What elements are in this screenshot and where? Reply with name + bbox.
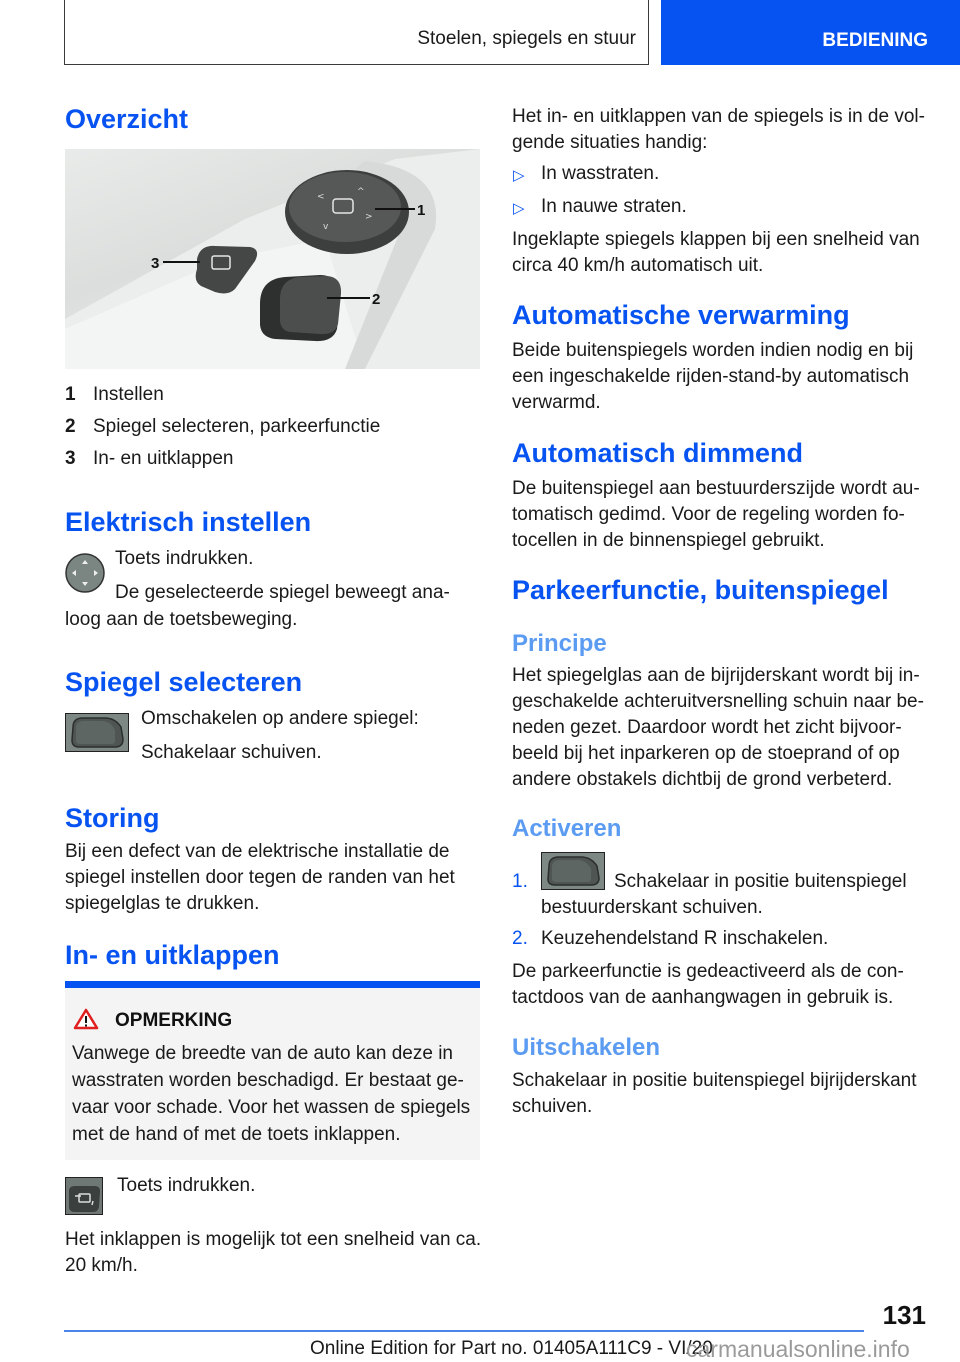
- activeren-after-line: tactdoos van de aanhangwagen in gebruik is.: [512, 987, 894, 1008]
- mirror-selector-switch-icon: [65, 713, 129, 752]
- bullet-triangle-icon: ▷: [513, 200, 525, 217]
- mirror-controls-illustration: [65, 149, 480, 369]
- storing-line: Bij een defect van de elektrische installatie de: [65, 841, 450, 862]
- dimmend-line: tocellen in de binnenspiegel gebruikt.: [512, 530, 825, 551]
- step-text: Keuzehendelstand R inschakelen.: [541, 928, 829, 949]
- heading-automatische-verwarming: Automatische verwarming: [512, 300, 850, 330]
- mirror-controls-image: [65, 149, 480, 369]
- legend-label: In- en uitklappen: [93, 448, 234, 469]
- elektrisch-line1: Toets indrukken.: [115, 548, 254, 569]
- principe-line: neden gezet. Daardoor wordt het zicht bijvoor-: [512, 717, 902, 738]
- verwarming-line: verwarmd.: [512, 392, 601, 413]
- legend-number: 2: [65, 416, 76, 437]
- activeren-after-line: De parkeerfunctie is gedeactiveerd als de con-: [512, 961, 904, 982]
- principe-line: geschakelde achteruitversnelling schuin naar be-: [512, 691, 924, 712]
- intro-after-line: circa 40 km/h automatisch uit.: [512, 255, 764, 276]
- svg-text:<: <: [317, 192, 325, 202]
- elektrisch-line3: loog aan de toetsbeweging.: [65, 609, 298, 630]
- bullet-triangle-icon: ▷: [513, 167, 525, 184]
- selecteren-line2: Schakelaar schuiven.: [141, 742, 322, 763]
- principe-line: beeld bij het inparkeren op de stoeprand of op: [512, 743, 900, 764]
- chapter-tab-label: BEDIENING: [822, 30, 928, 51]
- mirror-selector-switch-icon: [541, 852, 605, 890]
- notice-line: vaar voor schade. Voor het wassen de spiegels: [72, 1097, 471, 1118]
- watermark-text: carmanualsonline.info: [686, 1336, 910, 1362]
- svg-text:1: 1: [417, 202, 426, 219]
- svg-text:3: 3: [151, 255, 160, 272]
- uitklappen-line: Het inklappen is mogelijk tot een snelheid van ca.: [65, 1229, 482, 1250]
- heading-in-en-uitklappen: In- en uitklappen: [65, 940, 280, 970]
- section-title: Stoelen, spiegels en stuur: [417, 28, 636, 49]
- bullet-text: In nauwe straten.: [541, 196, 687, 217]
- step-number: 2.: [512, 928, 528, 949]
- verwarming-line: Beide buitenspiegels worden indien nodig en bij: [512, 340, 914, 361]
- mirror-adjust-pad-icon: [65, 553, 105, 593]
- heading-principe: Principe: [512, 630, 607, 657]
- notice-bar: [65, 981, 480, 988]
- notice-box: [65, 988, 480, 1160]
- svg-text:2: 2: [372, 291, 381, 308]
- edition-text: Online Edition for Part no. 01405A111C9 - VI/20: [310, 1338, 713, 1359]
- intro-line: gende situaties handig:: [512, 132, 708, 153]
- notice-line: Vanwege de breedte van de auto kan deze in: [72, 1043, 453, 1064]
- notice-body: [72, 1040, 477, 1148]
- principe-line: andere obstakels dichtbij de grond verbeterd.: [512, 769, 893, 790]
- footer-divider: [64, 1330, 864, 1332]
- legend-label: Spiegel selecteren, parkeerfunctie: [93, 416, 381, 437]
- svg-text:v: v: [323, 222, 329, 232]
- svg-text:>: >: [365, 212, 373, 222]
- step-text: Schakelaar in positie buitenspiegel: [614, 871, 907, 892]
- intro-line: Het in- en uitklappen van de spiegels is in de vol-: [512, 106, 925, 127]
- selecteren-line1: Omschakelen op andere spiegel:: [141, 708, 419, 729]
- legend-number: 1: [65, 384, 76, 405]
- bullet-text: In wasstraten.: [541, 163, 660, 184]
- heading-activeren: Activeren: [512, 815, 622, 842]
- uitklappen-press: Toets indrukken.: [117, 1175, 256, 1196]
- chapter-tab[interactable]: [661, 0, 960, 65]
- heading-automatisch-dimmend: Automatisch dimmend: [512, 438, 804, 468]
- notice-title: OPMERKING: [115, 1010, 233, 1031]
- notice-line: wasstraten worden beschadigd. Er bestaat ge-: [72, 1070, 464, 1091]
- uitklappen-line: 20 km/h.: [65, 1255, 138, 1276]
- step-number: 1.: [512, 871, 528, 892]
- heading-uitschakelen: Uitschakelen: [512, 1034, 661, 1061]
- heading-spiegel-selecteren: Spiegel selecteren: [65, 667, 303, 697]
- heading-parkeerfunctie: Parkeerfunctie, buitenspiegel: [512, 575, 889, 605]
- uitschakelen-line: Schakelaar in positie buitenspiegel bijrijderskant: [512, 1070, 917, 1091]
- svg-text:^: ^: [357, 187, 365, 197]
- legend-number: 3: [65, 448, 76, 469]
- uitschakelen-line: schuiven.: [512, 1096, 593, 1117]
- step-text: bestuurderskant schuiven.: [541, 897, 763, 918]
- notice-line: met de hand of met de toets inklappen.: [72, 1124, 401, 1145]
- page-number: 131: [882, 1300, 926, 1330]
- storing-line: spiegelglas te drukken.: [65, 893, 260, 914]
- principe-line: Het spiegelglas aan de bijrijderskant wordt bij in-: [512, 665, 920, 686]
- intro-after-line: Ingeklapte spiegels klappen bij een snelheid van: [512, 229, 920, 250]
- dimmend-line: De buitenspiegel aan bestuurderszijde wordt au-: [512, 478, 920, 499]
- elektrisch-line2: De geselecteerde spiegel beweegt ana-: [115, 582, 450, 603]
- warning-triangle-icon: [73, 1008, 99, 1035]
- verwarming-line: een ingeschakelde rijden-stand-by automatisch: [512, 366, 910, 387]
- heading-storing: Storing: [65, 803, 160, 833]
- legend-label: Instellen: [93, 384, 164, 405]
- dimmend-line: tomatisch gedimd. Voor de regeling worden fo-: [512, 504, 905, 525]
- header-section-box: [64, 0, 649, 65]
- heading-overzicht: Overzicht: [65, 104, 189, 134]
- storing-line: spiegel instellen door tegen de randen van het: [65, 867, 455, 888]
- heading-elektrisch-instellen: Elektrisch instellen: [65, 507, 312, 537]
- fold-mirror-button-icon: [65, 1177, 103, 1215]
